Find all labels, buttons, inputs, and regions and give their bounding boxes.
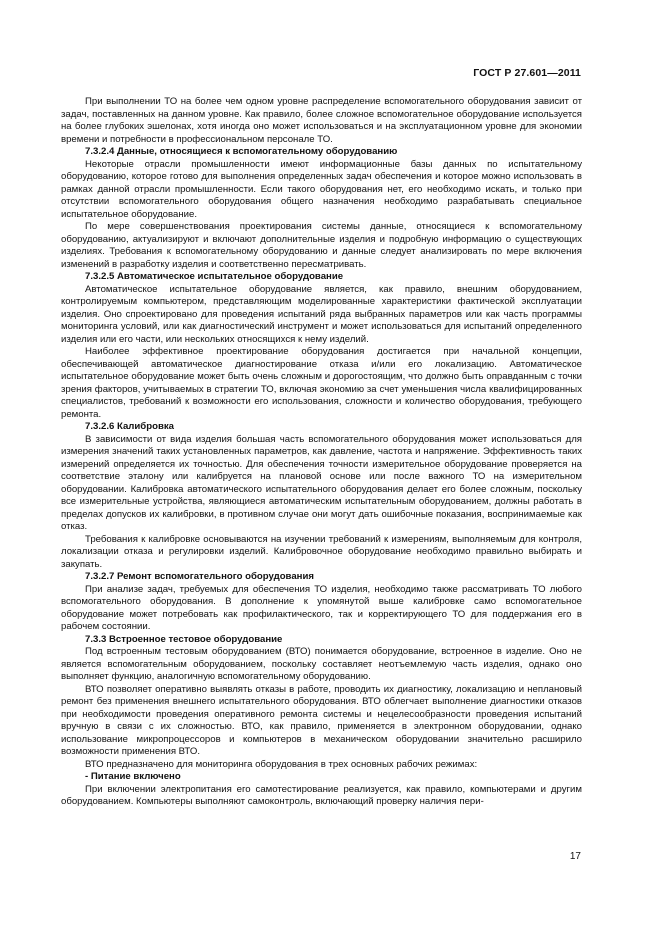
paragraph: При включении электропитания его самотестирование реализуется, как правило, компьютерами и другим оборудованием. Компьютеры выполняют самоконтроль, включающий проверку наличия пери- [61, 783, 582, 807]
page-number: 17 [569, 851, 581, 862]
paragraph: При анализе задач, требуемых для обеспечения ТО изделия, необходимо также рассматривать ТО любого вспомогательного оборудования. В дополнение к упомянутой выше калибровке само вспомогательное оборудование может потребовать как профилактического, так и корректирующего ТО для поддержания его в рабочем состоянии. [61, 583, 582, 632]
paragraph: В зависимости от вида изделия большая часть вспомогательного оборудования может использоваться для измерения значений таких установленных параметров, как давление, частота и напряжение. Эффективность таких измерений определяется их точностью. Для обеспечения точности измерительное оборудование проверяется на соответствие эталону или калибруется на плановой основе или после важного ТО на измерительном оборудовании. Калибровка автоматического испытательного оборудования делает его более сложным, поскольку все измерительные устройства, являющиеся автоматическим испытательным оборудованием, должны работать в пределах допусков их калибровки, в противном случае они могут дать ошибочные показания, воспринимаемые как отказ. [61, 433, 582, 532]
paragraph: Требования к калибровке основываются на изучении требований к измерениям, выполняемым для контроля, локализации отказа и регулировки изделий. Калибровочное оборудование необходимо правильно выбирать и закупать. [61, 533, 582, 570]
paragraph: Некоторые отрасли промышленности имеют информационные базы данных по испытательному оборудованию, которое готово для выполнения определенных задач обеспечения и которое можно использовать в рамках данной отрасли промышленности. Если такого оборудования нет, его необходимо искать, и только при отсутствии вспомогательного оборудования общего назначения необходимо разрабатывать специальное испытательное оборудование. [61, 158, 582, 220]
paragraph: Под встроенным тестовым оборудованием (ВТО) понимается оборудование, встроенное в изделие. Оно не является вспомогательным оборудованием, поскольку составляет неотъемлемую часть изделия, однако оно выполняет функцию, аналогичную вспомогательному оборудованию. [61, 646, 582, 682]
section-heading: - Питание включено [85, 771, 181, 782]
section-heading: 7.3.2.7 Ремонт вспомогательного оборудования [85, 571, 314, 582]
section-heading: 7.3.2.6 Калибровка [85, 421, 174, 432]
paragraph: ВТО позволяет оперативно выявлять отказы в работе, проводить их диагностику, локализацию и неплановый ремонт без применения внешнего испытательного оборудования. ВТО облегчает выполнение диагностики отказов при необходимости проведения оперативного ремонта системы и нецелесообразности проведения испытаний вручную в связи с их сложностью. ВТО, как правило, применяется в электронном оборудовании, однако использование микропроцессоров и компьютеров в механическом оборудовании значительно расширило возможности применения ВТО. [61, 683, 582, 757]
section-heading: 7.3.2.5 Автоматическое испытательное оборудование [85, 271, 344, 282]
standard-designation: ГОСТ Р 27.601—2011 [473, 67, 581, 79]
document-body [61, 96, 582, 809]
paragraph: ВТО предназначено для мониторинга оборудования в трех основных рабочих режимах: [85, 758, 478, 770]
paragraph: Наиболее эффективное проектирование оборудования достигается при начальной концепции, обеспечивающей автоматическое диагностирование отказа и/или его локализацию. Автоматическое испытательное оборудование может быть очень сложным и дорогостоящим, что должно быть оправданным с точки зрения факторов, учитываемых в стратегии ТО, включая экономию за счет уменьшения числа квалифицированных специалистов, требований к возможности его использования, сложности и количество оборудования, требующего ремонта. [61, 346, 582, 420]
section-heading: 7.3.2.4 Данные, относящиеся к вспомогательному оборудованию [85, 146, 398, 157]
paragraph: При выполнении ТО на более чем одном уровне распределение вспомогательного оборудования зависит от задач, поставленных на данном уровне. Как правило, более сложное вспомогательное оборудование используется на более глубоких эшелонах, хотя иногда оно может использоваться и на эксплуатационном уровне для экономии времени и потребности в профессиональном персонале ТО. [61, 96, 582, 145]
paragraph: Автоматическое испытательное оборудование является, как правило, внешним оборудованием, контролируемым компьютером, представляющим моделированные характеристики фактической эксплуатации изделия. Оно спроектировано для проведения испытаний ряда выбранных параметров или как часть программы мониторинга условий, или как диагностический инструмент и может использоваться для испытаний определенного изделия или его части, или нескольких относящихся к нему изделий. [61, 283, 582, 345]
section-heading: 7.3.3 Встроенное тестовое оборудование [85, 633, 283, 645]
paragraph: По мере совершенствования проектирования системы данные, относящиеся к вспомогательному оборудованию, актуализируют и включают дополнительные изделия и подробную информацию о существующих изделиях. Требования к вспомогательному оборудованию и данные следует анализировать по мере включения изменений в разработку изделия и соответственно пересматривать. [61, 221, 582, 270]
